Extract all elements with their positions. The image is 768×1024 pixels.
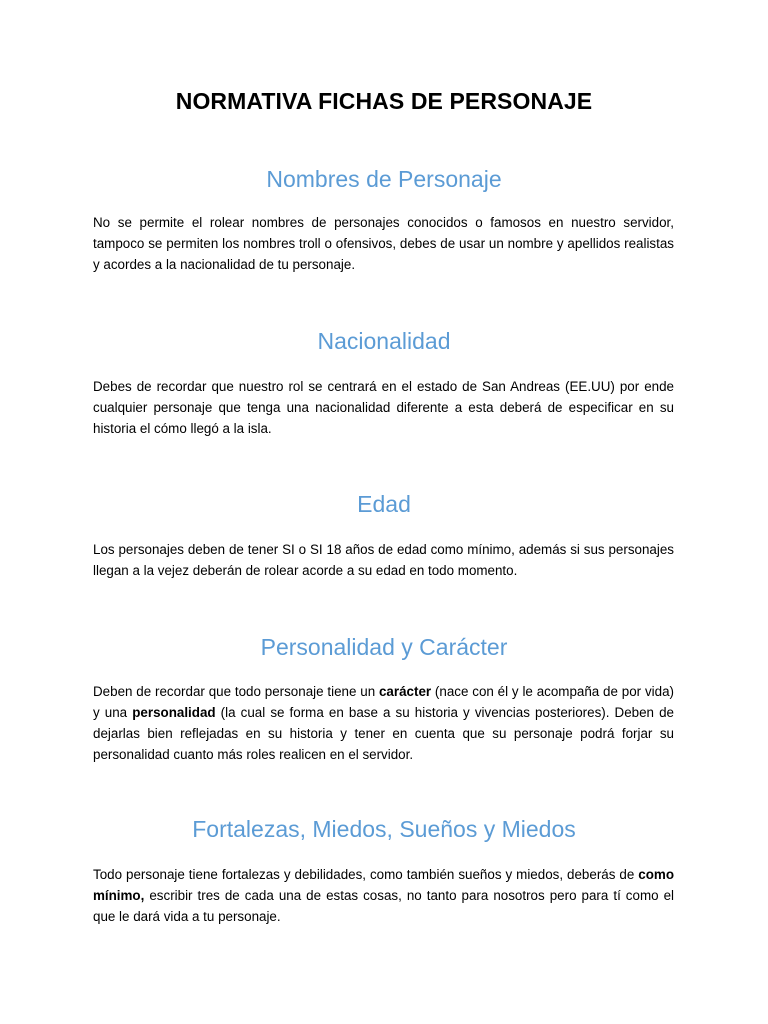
page-title: NORMATIVA FICHAS DE PERSONAJE [175,88,593,114]
section-heading-personalidad: Personalidad y Carácter [260,634,508,660]
bold-term-caracter: carácter [378,684,432,699]
section-body-personalidad [93,681,674,765]
section-body-fortalezas [93,864,674,927]
section-body-edad: Los personajes deben de tener SI o SI 18 años de edad como mínimo, además si sus personajes llegan a la vejez deberán de rolear acorde a su edad en todo momento. [93,542,674,578]
section-heading-nacionalidad: Nacionalidad [317,328,451,354]
body-text-segment: (la cual se forma en base a su historia y vivencias posteriores). Deben de dejarlas bien reflejadas en su historia y tener en cuenta que su personaje podrá forjar su personalidad cuanto más roles realicen en el servidor. [93,705,674,762]
body-text-segment: (nace con él y le acompaña de por vida) y una [93,684,674,720]
bold-term-como-minimo: como mínimo, [93,867,674,903]
section-body-nacionalidad: Debes de recordar que nuestro rol se centrará en el estado de San Andreas (EE.UU) por ende cualquier personaje que tenga una nacionalidad diferente a esta deberá de especificar en su historia el cómo llegó a la isla. [93,379,674,436]
body-text-segment: Todo personaje tiene fortalezas y debilidades, como también sueños y miedos, deberás de [93,867,639,882]
section-heading-fortalezas: Fortalezas, Miedos, Sueños y Miedos [192,816,576,842]
body-text-segment: escribir tres de cada una de estas cosas, no tanto para nosotros pero para tí como el que le dará vida a tu personaje. [93,888,674,924]
section-body-nombres: No se permite el rolear nombres de personajes conocidos o famosos en nuestro servidor, tampoco se permiten los nombres troll o ofensivos, debes de usar un nombre y apellidos realistas y acordes a la nacionalidad de tu personaje. [93,215,674,272]
bold-term-personalidad: personalidad [132,705,216,720]
section-heading-nombres: Nombres de Personaje [266,166,502,192]
body-text-segment: Deben de recordar que todo personaje tiene un [93,684,379,699]
section-heading-edad: Edad [357,491,411,517]
